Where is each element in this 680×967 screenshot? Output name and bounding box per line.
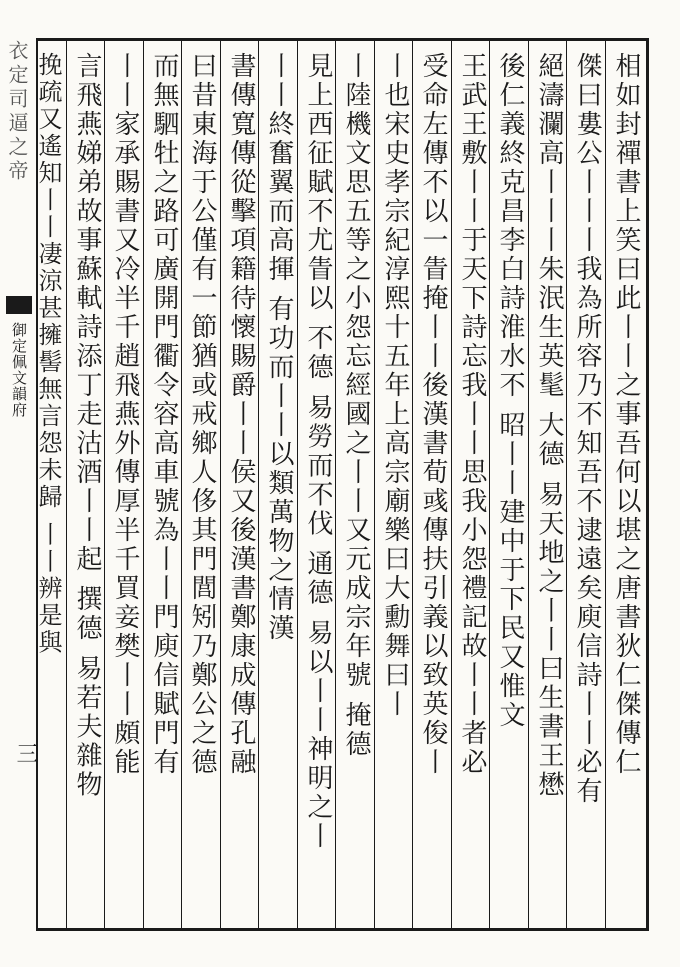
text-column-9: 見上西征賦不尤眚以 不德 易勞而不伐 通德 易以丨丨神明之丨 — [303, 52, 333, 852]
column-rule — [220, 40, 221, 928]
column-rule — [528, 40, 529, 928]
text-column-8: 丨陸機文思五等之小怨忘經國之丨丨又元成宗年號 掩德 — [341, 52, 371, 760]
text-column-10: 丨丨終奮翼而高揮 有功而丨丨以類萬物之情漢 — [264, 52, 294, 644]
text-column-12: 曰昔東海于公僅有一節猶或戒鄉人侈其門閭矧乃鄭公之德 — [187, 52, 217, 777]
text-column-16: 挽疏又遙知丨丨凄涼甚擁髻無言怨未歸 丨丨辨是與 — [34, 52, 62, 657]
column-rule — [374, 40, 375, 928]
folio-number: 三 — [13, 742, 38, 764]
column-rule — [143, 40, 144, 928]
bottom-border — [36, 928, 648, 931]
book-title: 御定佩文韻府 — [10, 322, 28, 418]
column-rule — [297, 40, 298, 928]
text-column-11: 書傳寬傳從擊項籍待懷賜爵丨丨侯又後漢書鄭康成傳孔融 — [226, 52, 256, 777]
text-column-5: 王武王敷丨丨于天下詩忘我丨丨思我小怨禮記故丨丨者必 — [457, 52, 487, 777]
text-column-2: 傑曰婁公丨丨丨我為所容乃不知吾不逮遠矣庾信詩丨丨必有 — [572, 52, 602, 806]
column-rule — [66, 40, 67, 928]
top-border — [36, 38, 648, 41]
text-column-15: 言飛燕娣弟故事蘇軾詩添丁走沽酒丨丨起 撰德 易若夫雜物 — [72, 52, 102, 800]
text-column-1: 相如封禪書上笑曰此丨丨之事吾何以堪之唐書狄仁傑傳仁 — [611, 52, 641, 777]
text-column-6: 受命左傳不以一眚掩丨丨後漢書荀彧傳扶引義以致英俊丨 — [418, 52, 448, 777]
fishtail-mark — [6, 296, 32, 314]
right-border — [646, 38, 649, 931]
column-rule — [605, 40, 606, 928]
text-column-14: 丨丨家承賜書又冷半千趙飛燕外傳厚半千買妾樊丨丨頗能 — [110, 52, 140, 777]
text-column-13: 而無駟牡之路可廣開門衢令容高車號為丨丨門庾信賦門有 — [149, 52, 179, 777]
text-column-4: 後仁義終克昌李白詩淮水不 昭丨丨建中于下民又惟文 — [495, 52, 525, 731]
text-column-3: 絕濤瀾高丨丨丨朱泯生英髦 大德 易天地之丨丨曰生書王懋 — [534, 52, 564, 800]
page-edge-scrap: 衣定司逼之帝 — [5, 40, 29, 184]
text-column-7: 丨也宋史孝宗紀淳熙十五年上高宗廟樂曰大勳舞曰丨 — [380, 52, 410, 719]
column-rule — [451, 40, 452, 928]
